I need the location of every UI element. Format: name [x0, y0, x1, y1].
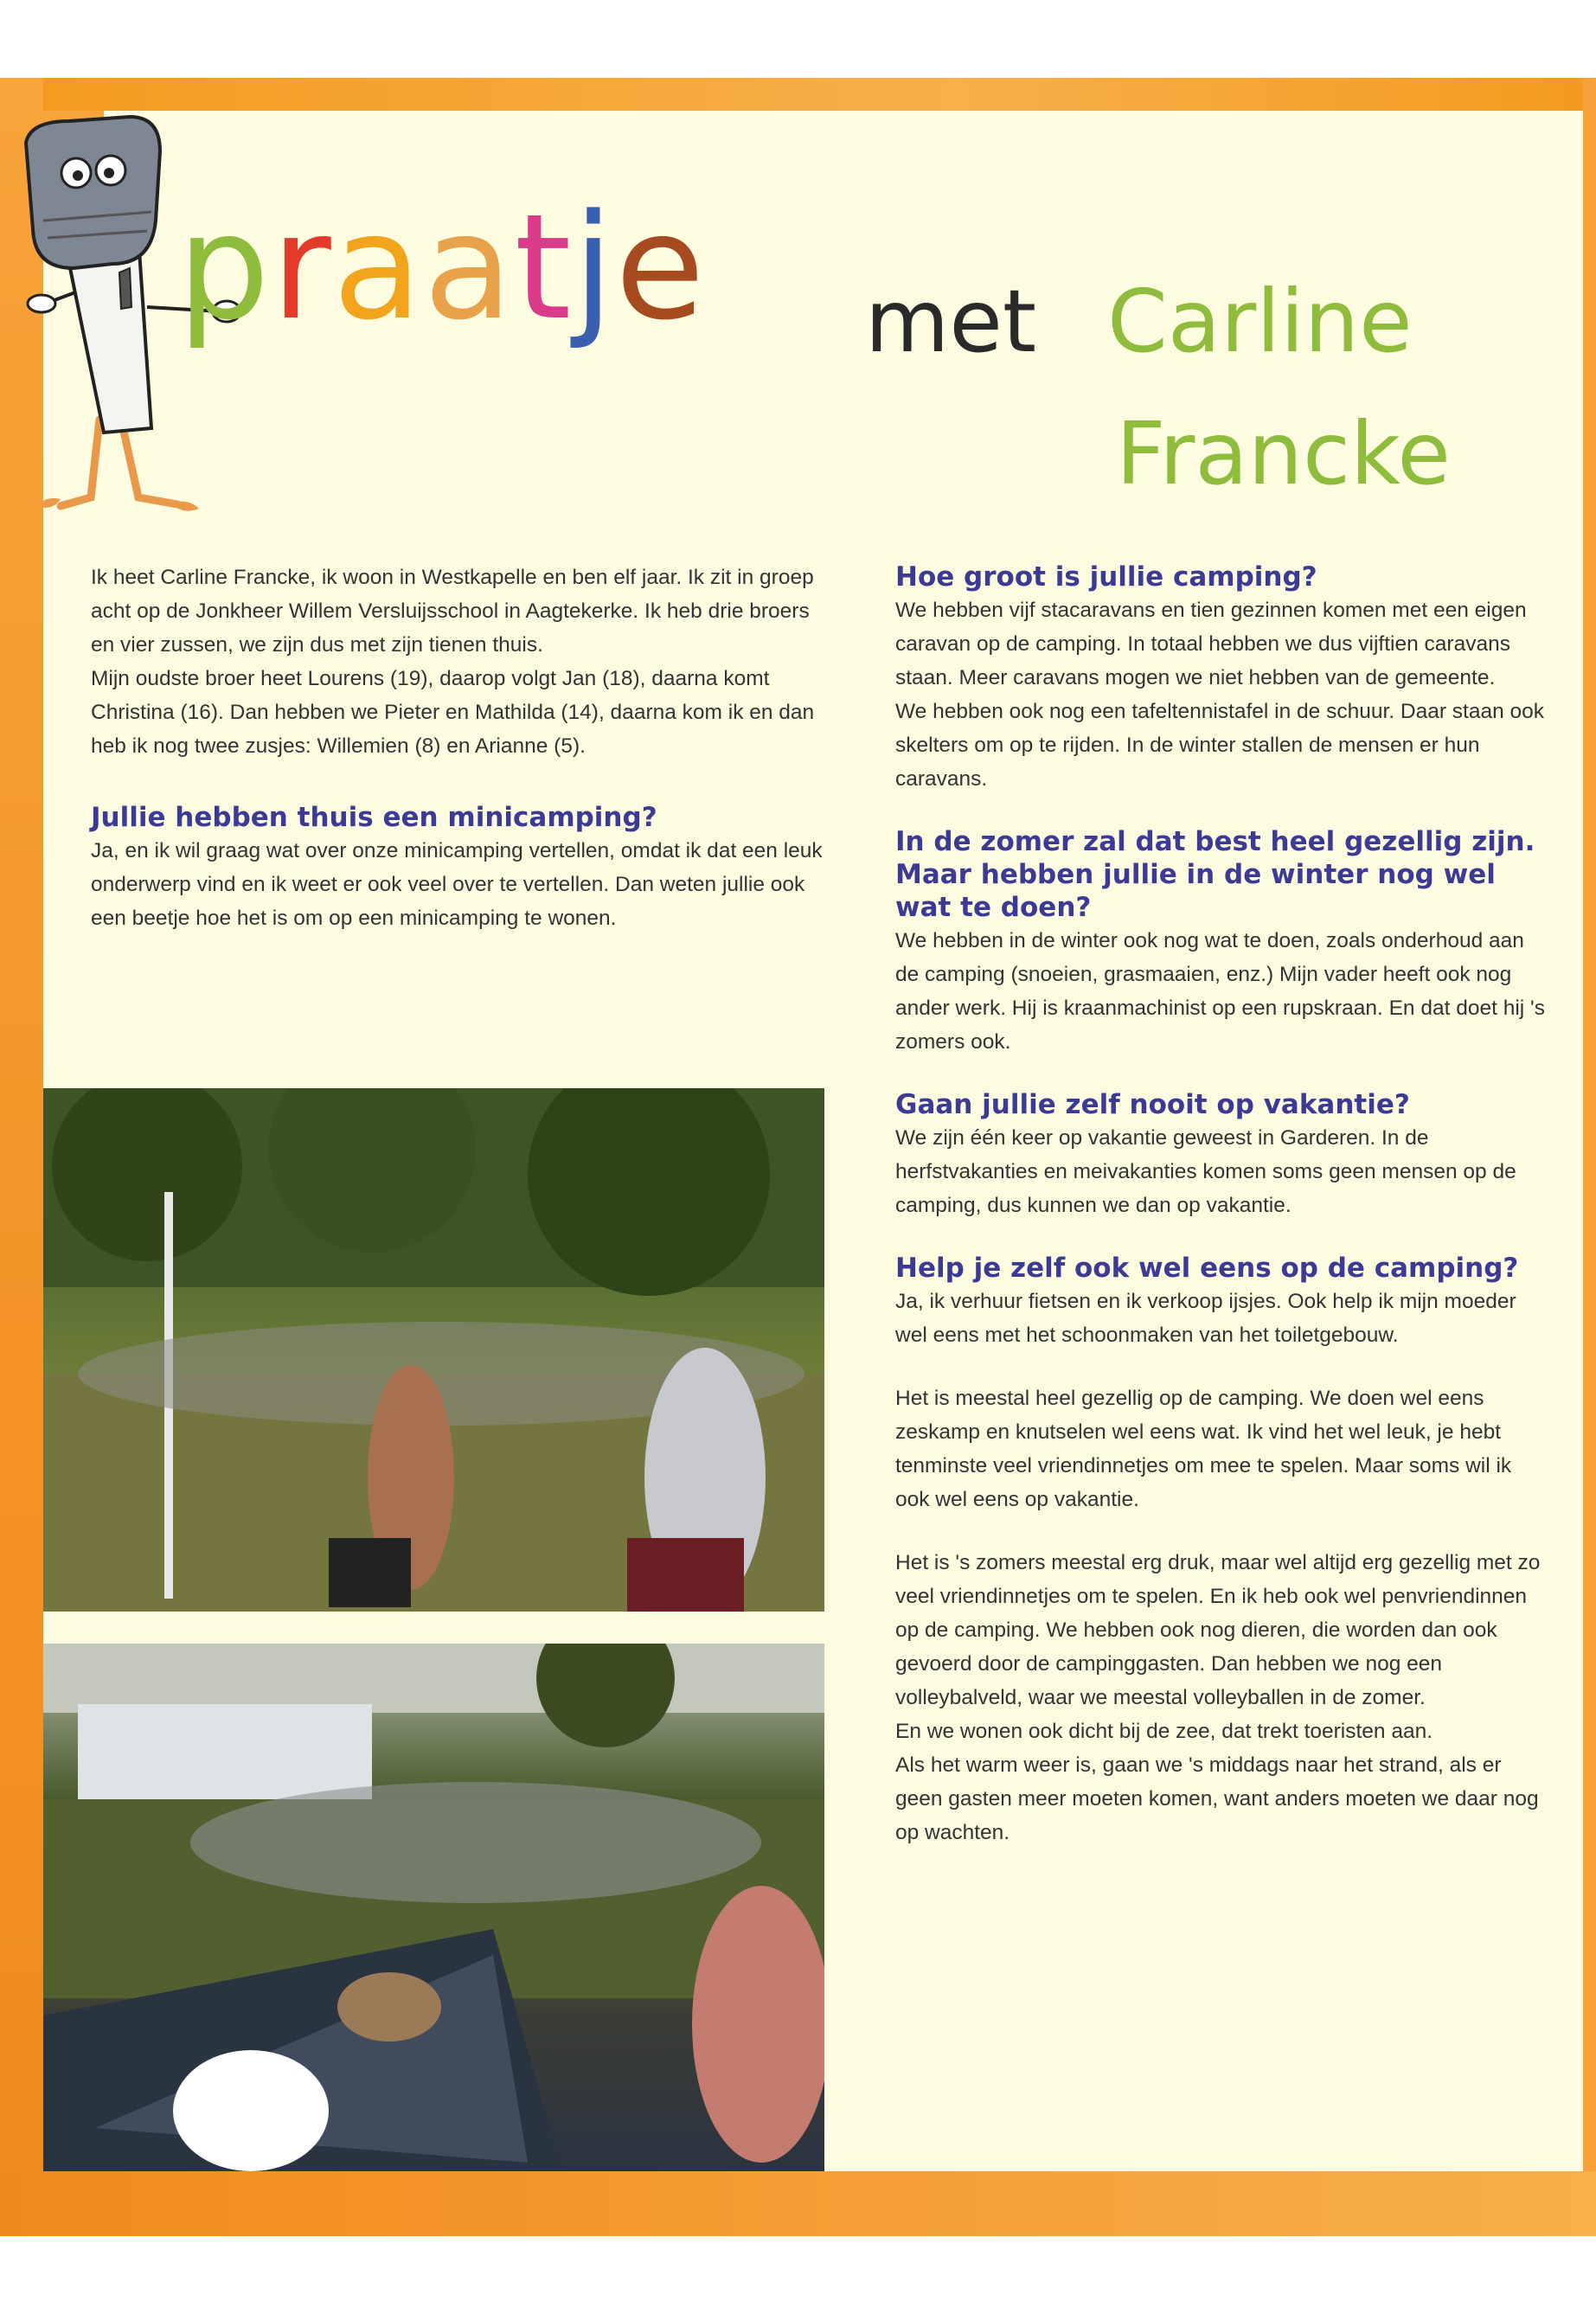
- answer-paragraph: We hebben in de winter ook nog wat te doen, zoals onderhoud aan de camping (snoeien, grasmaaien, enz.) Mijn vader heeft ook nog ander werk. Hij is kraanmachinist op een rupskraan. En dat doet hij 's zomers ook.: [895, 929, 1545, 1054]
- title-letter: p: [177, 183, 272, 352]
- title-letter: t: [514, 183, 574, 352]
- body-paragraph: Als het warm weer is, gaan we 's middags naar het strand, als er geen gasten meer moeten komen, want anders moeten we daar nog op wachten.: [895, 1753, 1539, 1844]
- title-letter: a: [332, 183, 424, 352]
- title-first-name: Carline: [1107, 271, 1413, 372]
- question-heading: Hoe groot is jullie camping?: [895, 561, 1317, 593]
- intro-paragraph-1: Ik heet Carline Francke, ik woon in Westkapelle en ben elf jaar. Ik zit in groep acht op de Jonkheer Willem Versluijsschool in Aagtekerke. Ik heb drie broers en vier zussen, we zijn dus met zijn tienen thuis.: [91, 566, 814, 657]
- right-text-column: [895, 561, 1548, 1849]
- photo-water-slide: [43, 1644, 824, 2171]
- answer-paragraph: We hebben vijf stacaravans en tien gezinnen komen met een eigen caravan op de camping. In totaal hebben we dus vijftien caravans staan. Meer caravans mogen we niet hebben van de gemeente.: [895, 599, 1527, 689]
- title-letter: r: [271, 183, 333, 352]
- question-heading: Jullie hebben thuis een minicamping?: [91, 802, 657, 833]
- title-praatje: [177, 183, 707, 402]
- answer-paragraph: Ja, ik verhuur fietsen en ik verkoop ijsjes. Ook help ik mijn moeder wel eens met het schoonmaken van het toiletgebouw.: [895, 1290, 1516, 1347]
- answer-paragraph: We zijn één keer op vakantie geweest in Garderen. In de herfstvakanties en meivakanties komen soms geen mensen op de camping, dus kunnen we dan op vakantie.: [895, 1126, 1516, 1217]
- intro-paragraph-2: Mijn oudste broer heet Lourens (19), daarop volgt Jan (18), daarna komt Christina (16). Dan hebben we Pieter en Mathilda (14), daarna kom ik en dan heb ik nog twee zusjes: Willemien (8) en Arianne (5).: [91, 667, 815, 758]
- frame-right-bar: [1583, 78, 1596, 2236]
- answer-paragraph: We hebben ook nog een tafeltennistafel in de schuur. Daar staan ook skelters om op te rijden. In de winter stallen de mensen er hun caravans.: [895, 700, 1545, 791]
- title-last-name: Francke: [1116, 403, 1451, 504]
- title-met: met: [865, 271, 1037, 372]
- body-paragraph: Het is meestal heel gezellig op de camping. We doen wel eens zeskamp en knutselen wel eens wat. Ik vind het wel leuk, je hebt tenminste veel vriendinnetjes om mee te spelen. Maar soms wil ik ook wel eens op vakantie.: [895, 1387, 1512, 1511]
- question-heading: Help je zelf ook wel eens op de camping?: [895, 1253, 1519, 1284]
- left-text-column: [91, 561, 830, 935]
- title-letter: j: [573, 183, 616, 352]
- answer-paragraph: Ja, en ik wil graag wat over onze minicamping vertellen, omdat ik dat een leuk onderwerp vind en ik weet er ook veel over te vertellen. Dan weten jullie ook een beetje hoe het is om op een minicamping te wonen.: [91, 839, 823, 930]
- photo-volleyball-field: [43, 1088, 824, 1612]
- title-letter: e: [615, 183, 707, 352]
- title-letter: a: [423, 183, 515, 352]
- frame-bottom-bar: [0, 2171, 1596, 2236]
- body-paragraph: Het is 's zomers meestal erg druk, maar wel altijd erg gezellig met zo veel vriendinnetjes om te spelen. En ik heb ook wel penvriendinnen op de camping. We hebben ook nog dieren, die worden dan ook gevoerd door de campinggasten. Dan hebben we nog een volleybalveld, waar we meestal volleyballen in de zomer.: [895, 1551, 1541, 1709]
- question-heading: Gaan jullie zelf nooit op vakantie?: [895, 1089, 1410, 1120]
- question-heading: In de zomer zal dat best heel gezellig zijn. Maar hebben jullie in de winter nog wel wat te doen?: [895, 826, 1535, 923]
- body-paragraph: En we wonen ook dicht bij de zee, dat trekt toeristen aan.: [895, 1720, 1433, 1743]
